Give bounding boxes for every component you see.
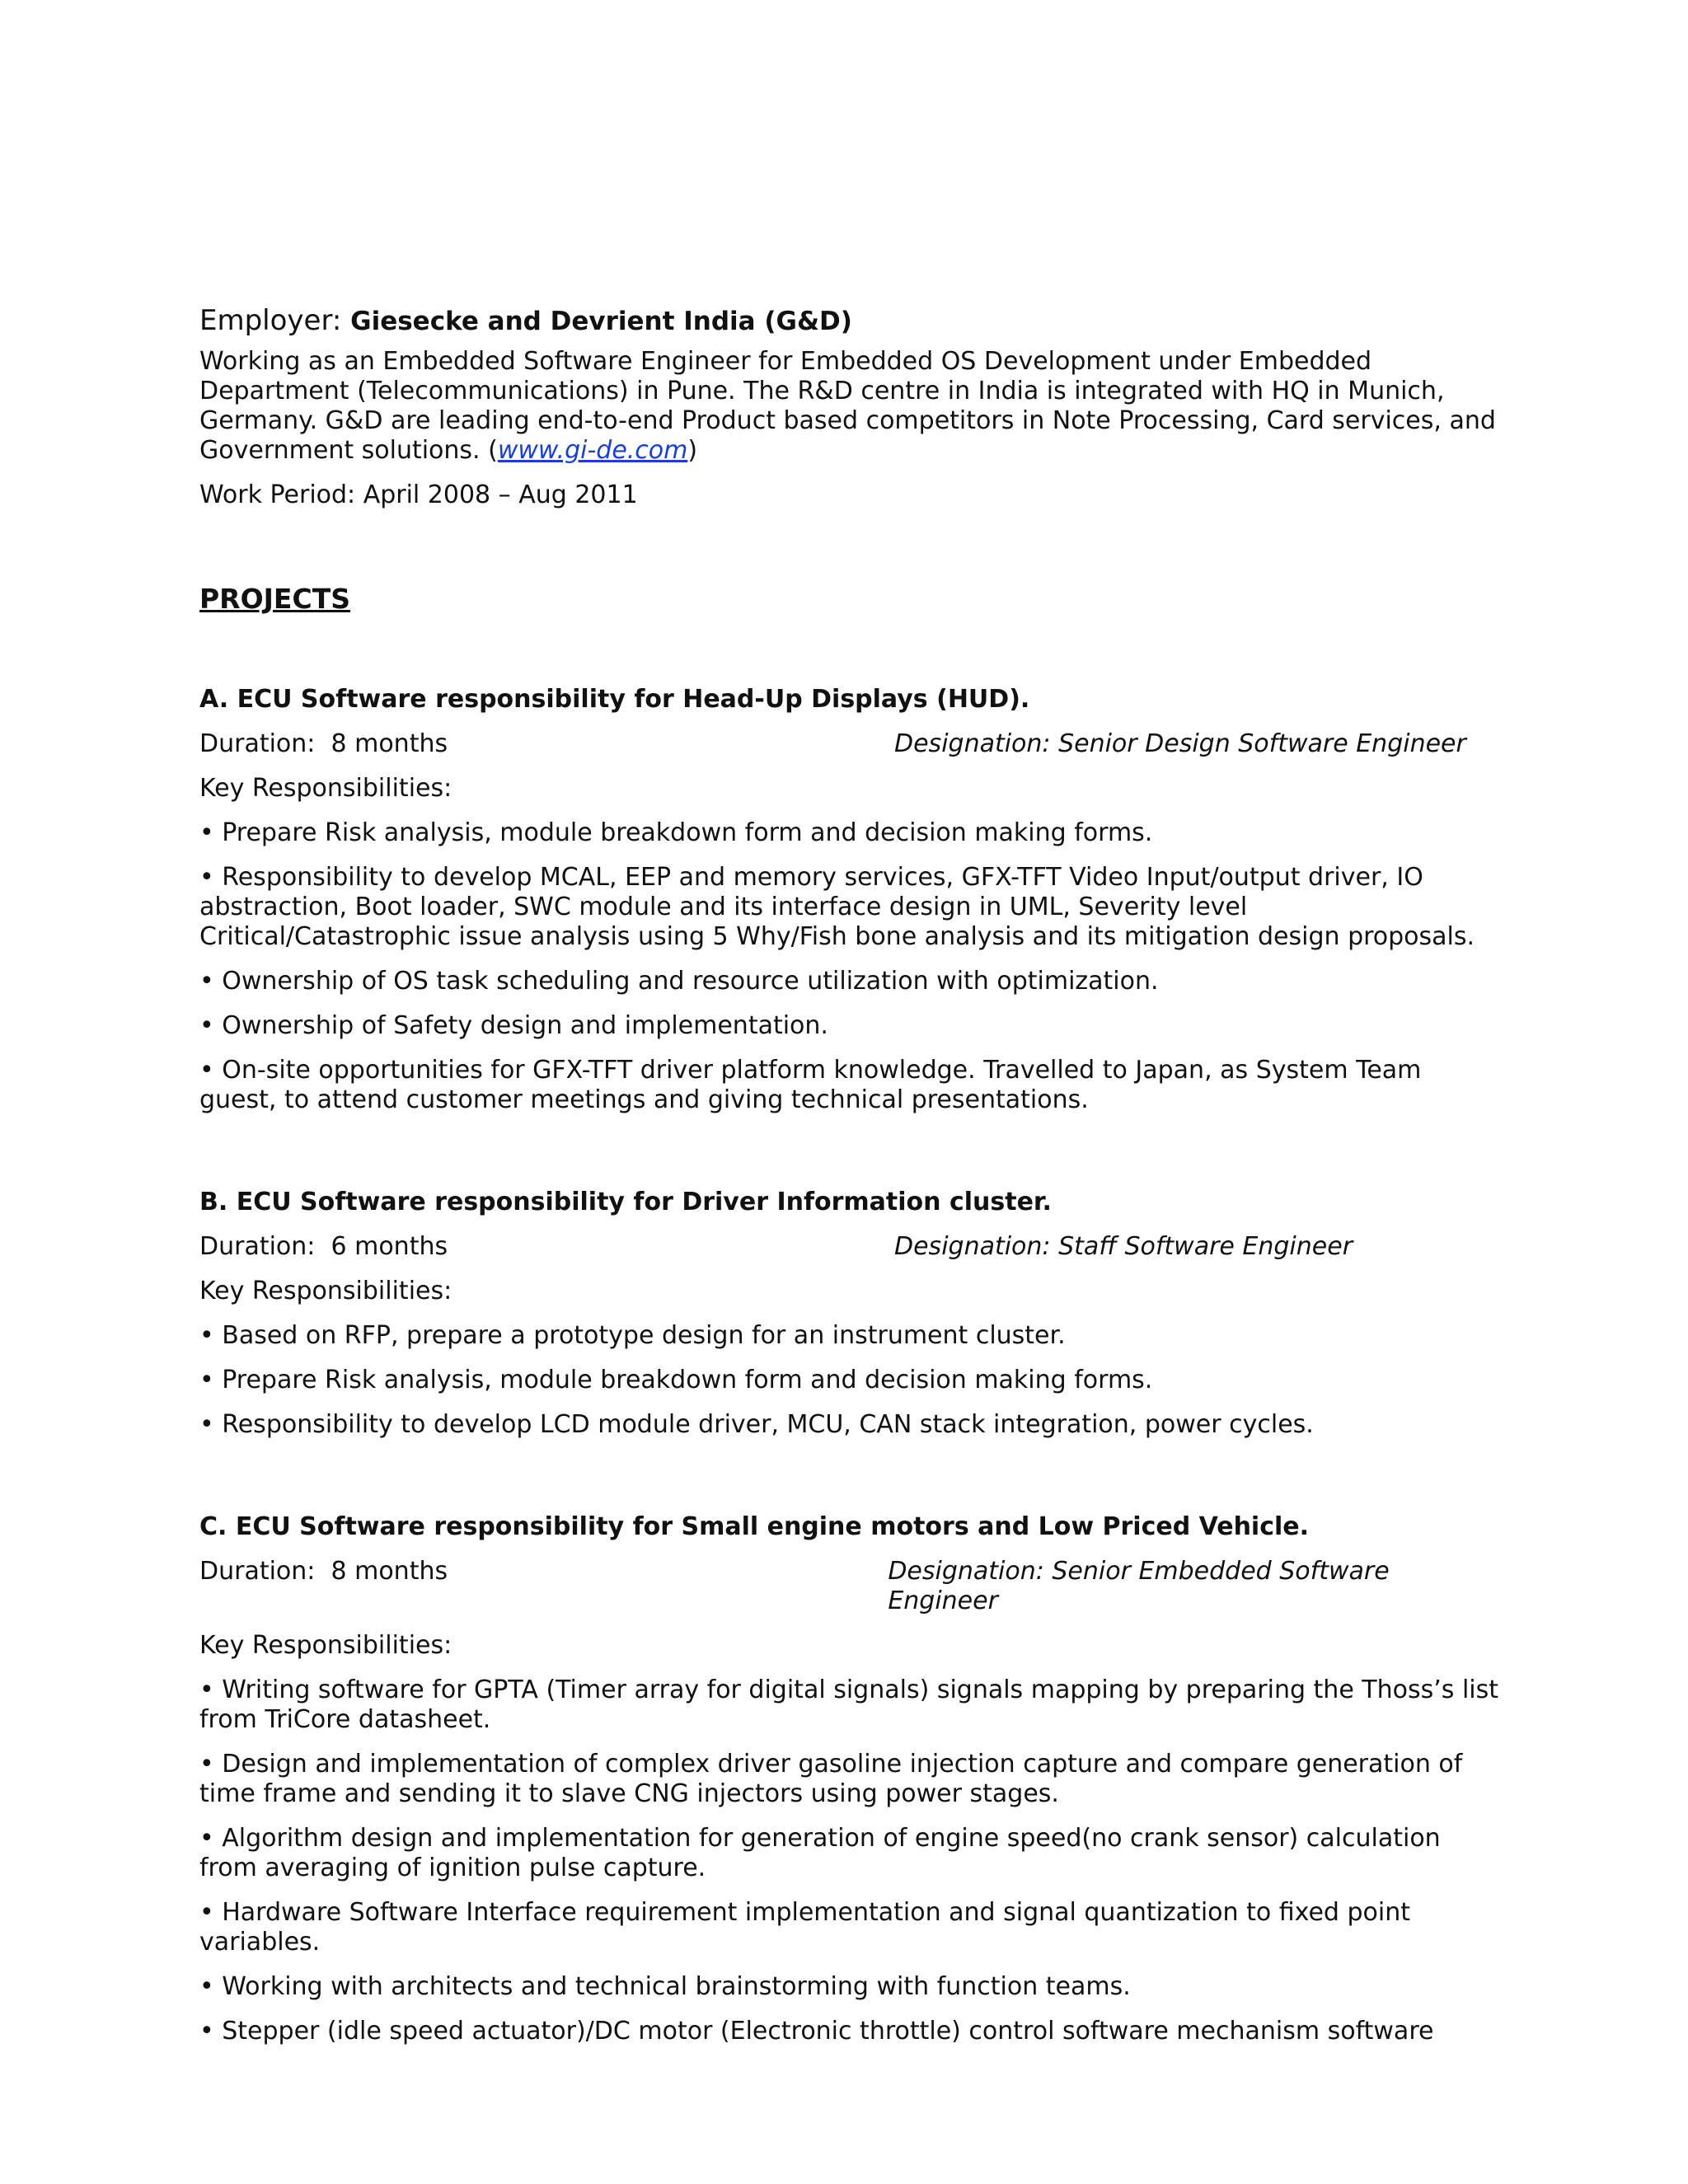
responsibility-item: • Hardware Software Interface requirement implementation and signal quantization to fixed point variables. [199, 1898, 1410, 1957]
work-period: Work Period: April 2008 – Aug 2011 [199, 480, 638, 509]
project-duration: Duration: 8 months [199, 1557, 448, 1586]
projects-heading: PROJECTS [199, 583, 350, 615]
employer-description [199, 347, 1502, 466]
project-title: A. ECU Software responsibility for Head-Up Displays (HUD). [199, 685, 1030, 714]
project-c [199, 1512, 1502, 2046]
project-meta [199, 1232, 1502, 1262]
project-title: C. ECU Software responsibility for Small engine motors and Low Priced Vehicle. [199, 1512, 1310, 1541]
employer-name: Giesecke and Devrient India (G&D) [350, 307, 852, 336]
responsibility-item: • Responsibility to develop LCD module driver, MCU, CAN stack integration, power cycles. [199, 1410, 1314, 1439]
employer-line [199, 303, 1502, 339]
responsibility-item: • On-site opportunities for GFX-TFT driver platform knowledge. Travelled to Japan, as System Team guest, to attend customer meetings and giving technical presentations. [199, 1056, 1422, 1114]
responsibility-item: • Algorithm design and implementation for generation of engine speed(no crank sensor) calculation from averaging of ignition pulse capture. [199, 1824, 1441, 1882]
responsibility-item: • Prepare Risk analysis, module breakdown form and decision making forms. [199, 818, 1153, 847]
project-designation: Designation: Staff Software Engineer [894, 1232, 1353, 1261]
project-meta [199, 729, 1502, 759]
project-designation: Designation: Senior Design Software Engineer [894, 729, 1466, 758]
key-responsibilities-label: Key Responsibilities: [199, 774, 452, 803]
responsibility-item: • Ownership of OS task scheduling and resource utilization with optimization. [199, 967, 1159, 996]
responsibility-item: • Based on RFP, prepare a prototype design for an instrument cluster. [199, 1321, 1066, 1350]
responsibility-item: • Working with architects and technical brainstorming with function teams. [199, 1972, 1131, 2001]
employer-label: Employer: [199, 304, 342, 337]
resume-page [199, 303, 1502, 2061]
key-responsibilities-label: Key Responsibilities: [199, 1277, 452, 1305]
employer-description-close: ) [687, 436, 698, 465]
project-meta [199, 1557, 1502, 1616]
key-responsibilities-label: Key Responsibilities: [199, 1631, 452, 1660]
project-title: B. ECU Software responsibility for Driver Information cluster. [199, 1188, 1052, 1216]
employer-description-text: Working as an Embedded Software Engineer for Embedded OS Development under Embedded Department (Telecommunications) in Pune. The R&D centre in India is integrated with HQ in Munich, Germany. G&D are leading end-to-end Product based competitors in Note Processing, Card services, and Government solutions. ( [199, 347, 1496, 465]
project-designation: Designation: Senior Embedded Software Engineer [888, 1557, 1390, 1615]
responsibility-item: • Design and implementation of complex driver gasoline injection capture and compare generation of time frame and sending it to slave CNG injectors using power stages. [199, 1750, 1463, 1808]
project-a [199, 685, 1502, 1115]
company-website-link[interactable]: www.gi-de.com [497, 436, 688, 465]
responsibility-item: • Writing software for GPTA (Timer array for digital signals) signals mapping by preparing the Thoss’s list from TriCore datasheet. [199, 1675, 1499, 1734]
responsibility-item: • Ownership of Safety design and implementation. [199, 1011, 828, 1040]
responsibility-item: • Stepper (idle speed actuator)/DC motor (Electronic throttle) control software mechanism software [199, 2017, 1434, 2046]
project-duration: Duration: 8 months [199, 729, 448, 758]
project-b [199, 1188, 1502, 1440]
responsibility-item: • Responsibility to develop MCAL, EEP and memory services, GFX-TFT Video Input/output driver, IO abstraction, Boot loader, SWC module and its interface design in UML, Severity level Critical/Catastrophic issue analysis using 5 Why/Fish bone analysis and its mitigation design proposals. [199, 863, 1475, 951]
responsibility-item: • Prepare Risk analysis, module breakdown form and decision making forms. [199, 1366, 1153, 1394]
project-duration: Duration: 6 months [199, 1232, 448, 1261]
